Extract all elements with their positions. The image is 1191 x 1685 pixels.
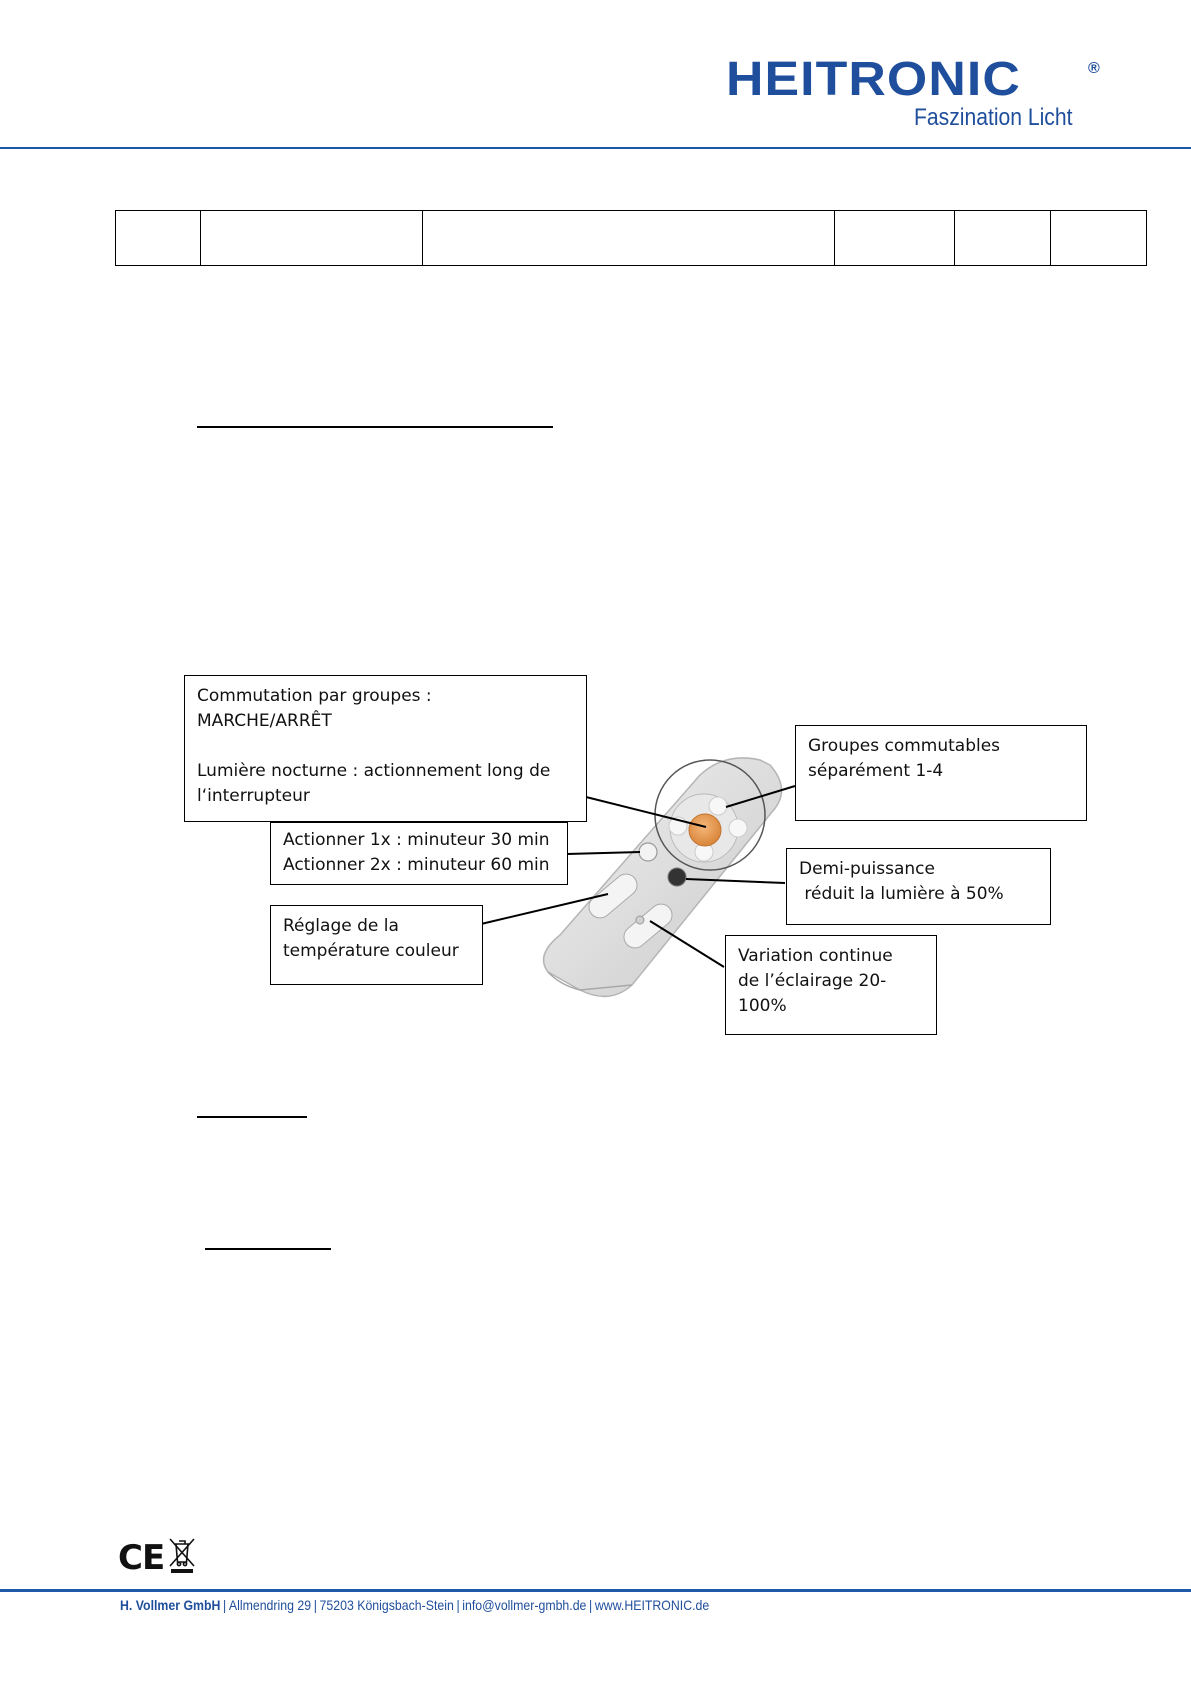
logo-wordmark: HEITRONIC	[726, 53, 1021, 106]
callout-text: MARCHE/ARRÊT	[197, 711, 332, 731]
callout-text: séparément 1-4	[808, 761, 944, 781]
half-power-button	[668, 868, 686, 886]
callout-color-temperature	[270, 905, 483, 985]
ce-mark: CE	[118, 1538, 165, 1578]
callout-text: Commutation par groupes :	[197, 686, 432, 706]
callout-text: Variation continue	[738, 946, 893, 966]
callout-half-power	[786, 848, 1051, 925]
callout-timer	[270, 822, 568, 885]
callout-group-switch	[184, 675, 587, 822]
callout-dimming	[725, 935, 937, 1035]
callout-text: Lumière nocturne : actionnement long de	[197, 761, 551, 781]
callout-text: Actionner 2x : minuteur 60 min	[283, 855, 550, 875]
timer-button	[639, 843, 657, 861]
callout-text: Actionner 1x : minuteur 30 min	[283, 830, 550, 850]
callout-groups-separate	[795, 725, 1087, 821]
callout-text: température couleur	[283, 941, 459, 961]
footer-rule	[0, 1589, 1191, 1592]
callout-text: de l’éclairage 20-	[738, 971, 887, 991]
footer-address: H. Vollmer GmbH | Allmendring 29 | 75203 Königsbach-Stein | info@vollmer-gmbh.de | www.HEITRONIC.de	[120, 1597, 710, 1613]
callout-text: Demi-puissance	[799, 859, 935, 879]
footer-street: Allmendring 29	[228, 1597, 312, 1613]
registered-mark: ®	[1088, 60, 1100, 77]
callout-text: l‘interrupteur	[197, 786, 310, 806]
footer-city: 75203 Königsbach-Stein	[319, 1597, 454, 1613]
callout-text: Groupes commutables	[808, 736, 1001, 756]
footer-email[interactable]: info@vollmer-gmbh.de	[462, 1597, 587, 1613]
footer-website[interactable]: www.HEITRONIC.de	[594, 1597, 710, 1613]
weee-bin-icon	[168, 1536, 196, 1574]
callout-text: Réglage de la	[283, 916, 399, 936]
on-off-button	[689, 814, 721, 846]
logo-tagline: Faszination Licht	[914, 104, 1073, 131]
callout-text: 100%	[738, 996, 787, 1016]
footer-company: H. Vollmer GmbH	[120, 1597, 221, 1613]
callout-text: réduit la lumière à 50%	[799, 884, 1004, 904]
